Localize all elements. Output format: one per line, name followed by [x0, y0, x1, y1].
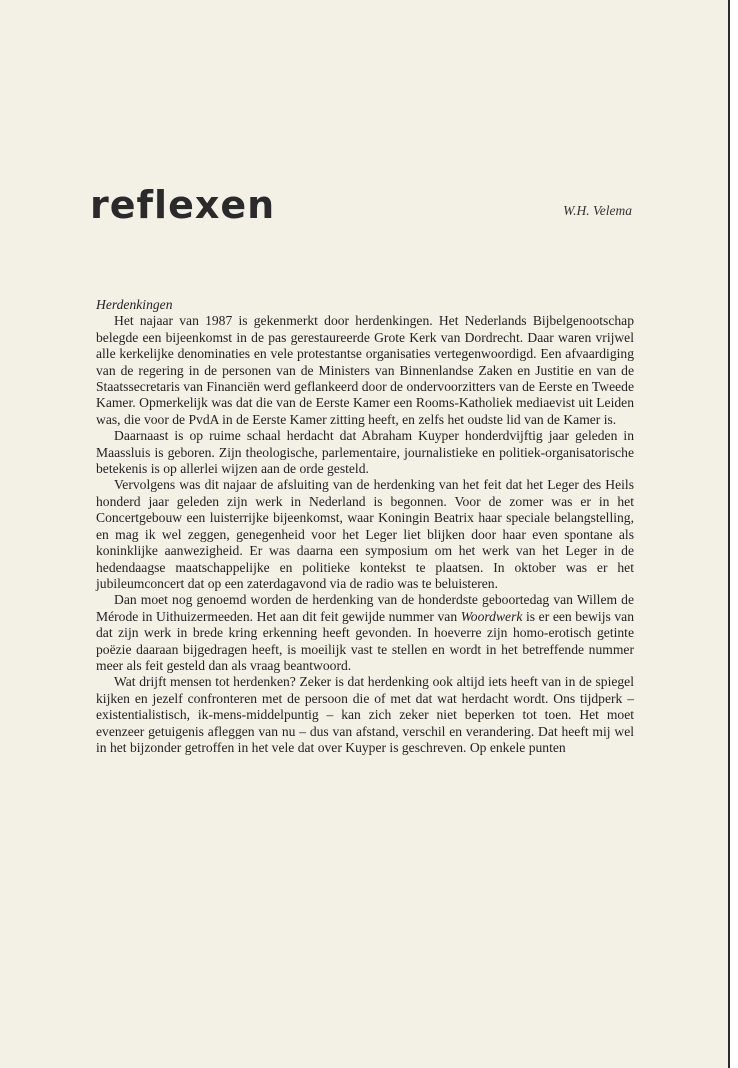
author-name: W.H. Velema: [563, 203, 632, 218]
publication-title: Woordwerk: [460, 608, 523, 624]
paragraph: Daarnaast is op ruime schaal herdacht dat Abraham Kuyper honderdvijftig jaar geleden in Maassluis is geboren. Zijn theologische, parlementaire, journalistieke en politiek-organisatorische betekenis is op allerlei wijzen aan de orde gesteld.: [96, 428, 634, 477]
paragraph-text: is er een bewijs van dat zijn werk in brede kring erkenning heeft gevonden. In hoeverre zijn homo-erotisch getinte poëzie daaraan bijgedragen heeft, is moeilijk vast te stellen en wordt in het betreffende nummer meer als feit gesteld dan als vraag beantwoord.: [96, 608, 634, 673]
article-title: reflexen: [90, 183, 276, 227]
paragraph: Het najaar van 1987 is gekenmerkt door herdenkingen. Het Nederlands Bijbelgenootschap belegde een bijeenkomst in de pas gerestaureerde Grote Kerk van Dordrecht. Daar waren vrijwel alle kerkelijke denominaties en vele protestantse organisaties vertegenwoordigd. Een afvaardiging van de regering in de personen van de Ministers van Binnenlandse Zaken en Justitie en van de Staatssecretaris van Financiën werd geflankeerd door de ondervoorzitters van de Eerste en Tweede Kamer. Opmerkelijk was dat die van de Eerste Kamer een Rooms-Katholiek mediaevist uit Leiden was, die voor de PvdA in de Eerste Kamer zitting heeft, en zelfs het oudste lid van de Kamer is.: [96, 313, 634, 427]
paragraph: Vervolgens was dit najaar de afsluiting van de herdenking van het feit dat het Leger des Heils honderd jaar geleden zijn werk in Nederland is begonnen. Voor de zomer was er in het Concertgebouw een luisterrijke bijeenkomst, waar Koningin Beatrix haar speciale belangstelling, en mag ik wel zeggen, genegenheid voor het Leger liet blijken door haar even spontane als koninklijke aanwezigheid. Er was daarna een symposium om het werk van het Leger in de hedendaagse maatschappelijke en politieke kontekst te plaatsen. In oktober was er het jubileumconcert dat op een zaterdagavond via de radio was te beluisteren.: [96, 477, 634, 591]
page-edge: [728, 0, 730, 1068]
paragraph-text: Dan moet nog genoemd worden de herdenking van de honderdste geboortedag van Willem de Mérode in Uithuizermeeden. Het aan dit feit gewijde nummer van: [96, 592, 634, 624]
paragraph: [96, 592, 634, 674]
article-body: [96, 297, 634, 756]
section-heading: Herdenkingen: [96, 297, 173, 312]
paragraph: Wat drijft mensen tot herdenken? Zeker is dat herdenking ook altijd iets heeft van in de spiegel kijken en jezelf confronteren met de persoon die of met dat wat herdacht wordt. Ons tijdperk – existentialistisch, ik-mens-middelpuntig – kan zich zeker niet beperken tot toen. Het moet evenzeer getuigenis afleggen van nu – dus van afstand, verschil en verandering. Dat heeft mij wel in het bijzonder getroffen in het vele dat over Kuyper is geschreven. Op enkele punten: [96, 674, 634, 755]
